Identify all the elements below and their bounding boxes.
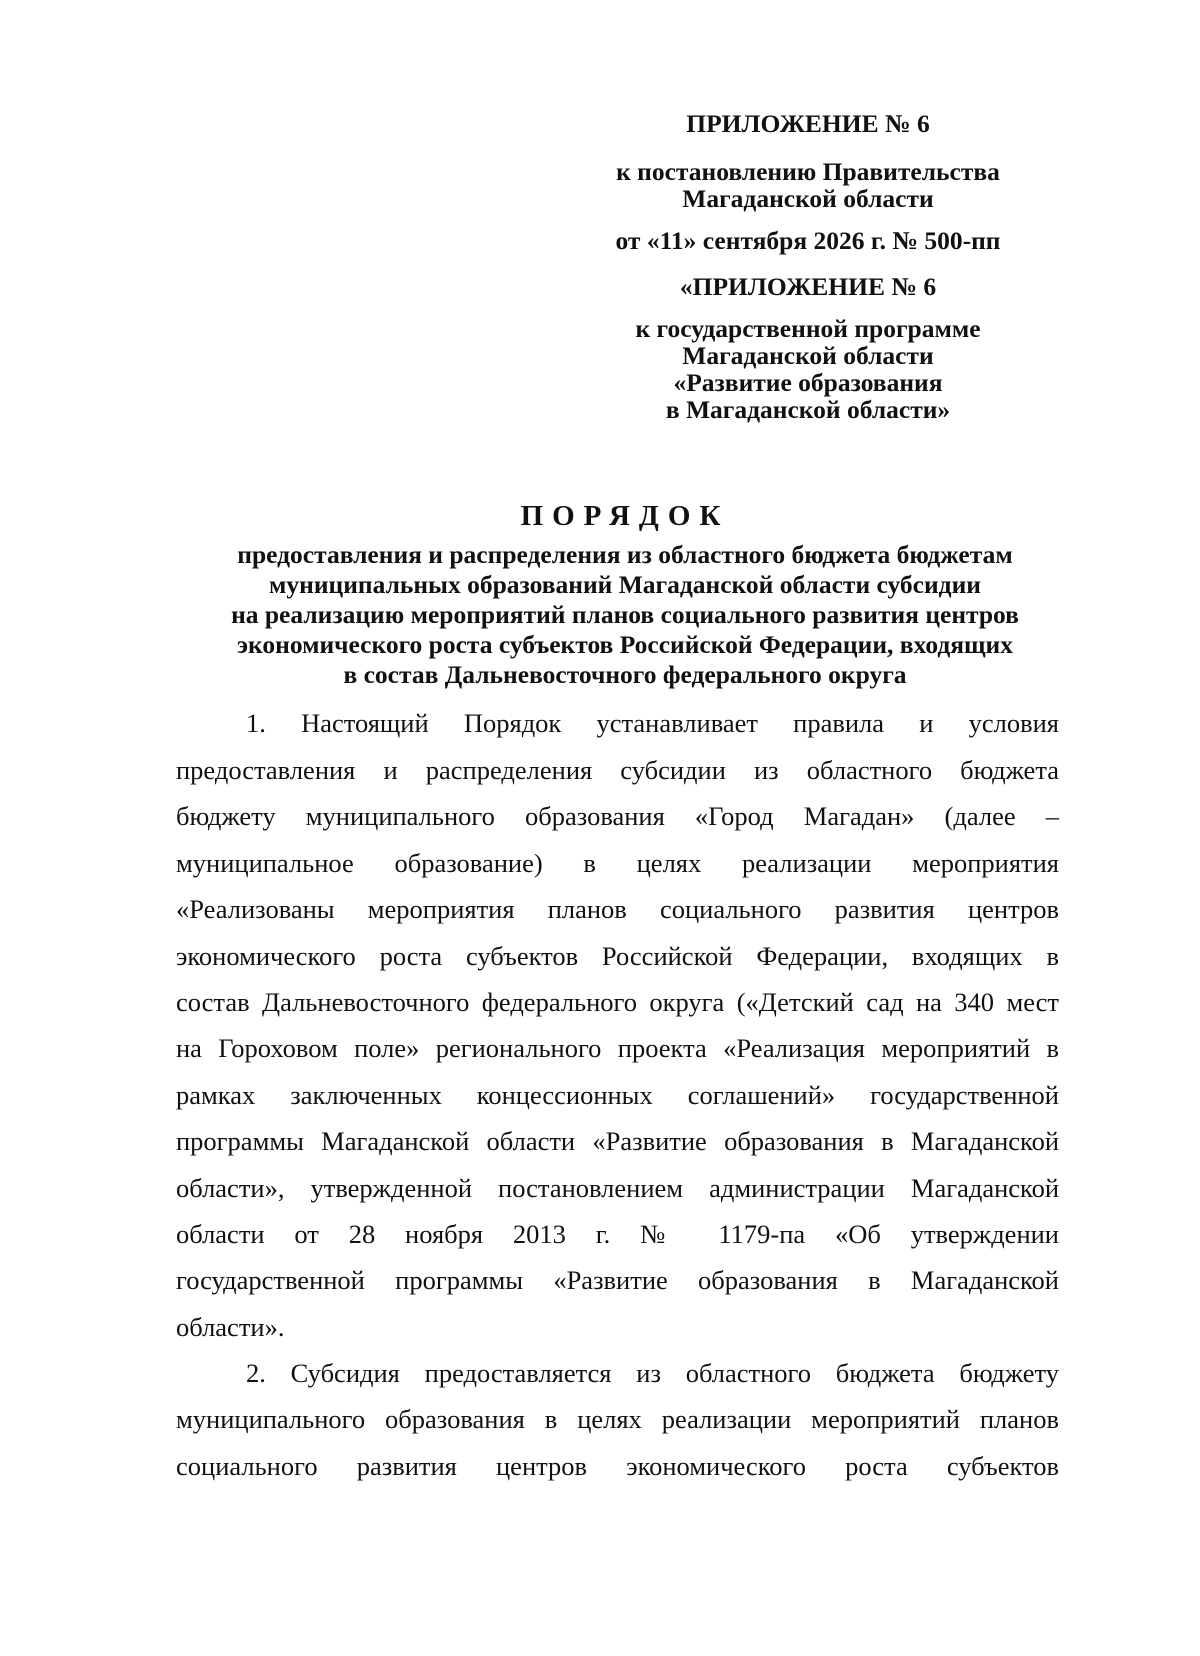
document-title: ПОРЯДОК bbox=[520, 500, 730, 532]
paragraph-1-line: на Гороховом поле» регионального проекта «Реализация мероприятий в bbox=[176, 1033, 1059, 1063]
paragraph-2-line: 2. Субсидия предоставляется из областного бюджета бюджету bbox=[246, 1358, 1059, 1388]
resolution-line-1: к постановлению Правительства bbox=[616, 157, 1000, 186]
paragraph-1-line: государственной программы «Развитие образования в Магаданской bbox=[176, 1265, 1059, 1295]
paragraph-1-line: программы Магаданской области «Развитие образования в Магаданской bbox=[176, 1126, 1059, 1156]
resolution-line-2: Магаданской области bbox=[682, 184, 934, 213]
resolution-date: от «11» сентября 2026 г. № 500-пп bbox=[615, 226, 1001, 255]
paragraph-1-line: экономического роста субъектов Российской Федерации, входящих в bbox=[176, 941, 1059, 971]
paragraph-1-line: «Реализованы мероприятия планов социального развития центров bbox=[176, 894, 1059, 924]
paragraph-2-line: муниципального образования в целях реализации мероприятий планов bbox=[176, 1404, 1059, 1434]
title-subline-3: на реализацию мероприятий планов социального развития центров bbox=[231, 600, 1019, 629]
paragraph-2-line: социального развития центров экономического роста субъектов bbox=[176, 1451, 1059, 1481]
title-subline-2: муниципальных образований Магаданской области субсидии bbox=[269, 570, 981, 599]
paragraph-1-line: рамках заключенных концессионных соглашений» государственной bbox=[176, 1080, 1059, 1110]
paragraph-1-line: состав Дальневосточного федерального округа («Детский сад на 340 мест bbox=[176, 987, 1059, 1017]
title-subline-5: в состав Дальневосточного федерального округа bbox=[343, 660, 907, 689]
paragraph-1-line: области», утвержденной постановлением администрации Магаданской bbox=[176, 1173, 1059, 1203]
appendix-title: ПРИЛОЖЕНИЕ № 6 bbox=[686, 109, 930, 138]
program-line-4: в Магаданской области» bbox=[665, 395, 951, 424]
program-appendix-title: «ПРИЛОЖЕНИЕ № 6 bbox=[679, 272, 937, 301]
title-subline-4: экономического роста субъектов Российской Федерации, входящих bbox=[237, 630, 1013, 659]
paragraph-1-line: 1. Настоящий Порядок устанавливает правила и условия bbox=[246, 708, 1059, 738]
paragraph-1-line: бюджету муниципального образования «Город Магадан» (далее – bbox=[176, 801, 1059, 831]
program-line-2: Магаданской области bbox=[682, 341, 934, 370]
program-line-1: к государственной программе bbox=[635, 314, 981, 343]
paragraph-1-line: области от 28 ноября 2013 г. № 1179-па «Об утверждении bbox=[176, 1219, 1059, 1249]
paragraph-1-line: муниципальное образование) в целях реализации мероприятия bbox=[176, 848, 1059, 878]
program-line-3: «Развитие образования bbox=[673, 368, 943, 397]
paragraph-1-line: предоставления и распределения субсидии из областного бюджета bbox=[176, 755, 1059, 785]
paragraph-1-line: области». bbox=[176, 1312, 285, 1342]
title-subline-1: предоставления и распределения из областного бюджета бюджетам bbox=[237, 540, 1013, 569]
